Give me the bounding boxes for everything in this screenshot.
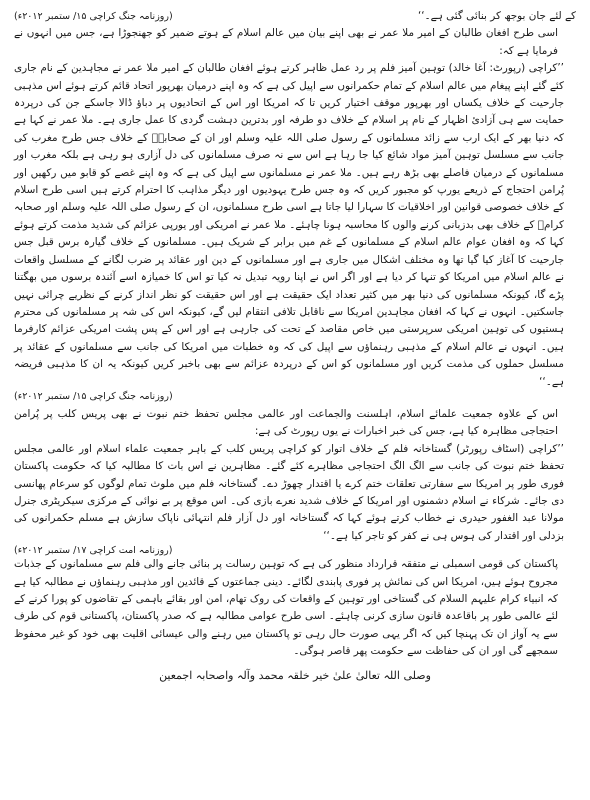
paragraph-national-assembly: پاکستان کی قومی اسمبلی نے متفقہ قرارداد منظور کی ہے کہ توہین رسالت پر بنائی جانے والی فلم سے مسلمانوں کے جذبات مجروح ہوئے ہیں، امریکا اس کی نمائش پر فوری پابندی لگائے۔ دینی جماعتوں کے قائدین اور مذہبی رہنماؤں نے مطالبہ کیا ہے کہ انبیاء کرام علیہم السلام کی گستاخی اور توہین کے واقعات کی روک تھام، امن اور بقائے باہمی کے تقاضوں کو پورا کرنے کے لئے عالمی طور پر باقاعدہ قانون سازی کرنی چاہئے۔ اسی طرح عوامی مطالبہ ہے کہ صدر پاکستان، پاکستانی قوم کی طرف سے یہ آواز ان تک پہنچا کیں کہ اگر یہی صورت حال رہی تو پاکستان میں رہنے والی عیسائی اقلیت بھی خود کو غیر محفوظ سمجھے گی اور ان کی حفاظت سے حکومت پھر قاصر ہوگی۔: [14, 558, 558, 658]
top-line: [14, 8, 576, 25]
source-line-1: [14, 391, 576, 402]
top-line-source: (روزنامہ جنگ کراچی ۱۵/ ستمبر ۲۰۱۲ء): [14, 11, 173, 22]
top-line-text: کے لئے جان بوجھ کر بنائی گئی ہے۔‘‘: [417, 10, 576, 22]
paragraph-jui-protest: اس کے علاوہ جمعیت علمائے اسلام، اہلسنت والجماعت اور عالمی مجلس تحفظ ختم نبوت نے بھی پریس کلب پر پُرامن احتجاجی مظاہرہ کیا ہے، جس کی خبر اخبارات نے یوں رپورٹ کی ہے:: [14, 407, 558, 438]
closing-benediction: وصلی اللہ تعالیٰ علیٰ خیر خلقہ محمد وآلہ واصحابہ اجمعین: [159, 668, 431, 682]
source-citation-1: (روزنامہ جنگ کراچی ۱۵/ ستمبر ۲۰۱۲ء): [14, 390, 173, 402]
source-line-2: [14, 545, 576, 556]
paragraph-intro-mullah-omar: اسی طرح افغان طالبان کے امیر ملا عمر نے بھی اپنے بیان میں عالم اسلام کے ہوتے ضمیر کو جھنجوڑا ہے، جس میں انہوں نے فرمایا ہے کہ:: [14, 27, 558, 57]
source-citation-2: (روزنامہ امت کراچی ۱۷/ ستمبر ۲۰۱۲ء): [14, 545, 173, 557]
quote-karachi-protest: ’’کراچی (اسٹاف رپورٹر) گستاخانہ فلم کے خلاف اتوار کو کراچی پریس کلب کے باہر جمعیت علماء اسلام اور عالمی مجلس تحفظ ختم نبوت کی جانب سے الگ الگ احتجاجی مظاہرے کئے گئے۔ مظاہرین نے اس بات کا مطالبہ کیا کہ حکومت پاکستان فوری طور پر امریکا سے سفارتی تعلقات ختم کرے یا اقتدار چھوڑ دے۔ گستاخانہ فلم میں ملوث تمام لوگوں کو سرعام پھانسی دی جائے۔ شرکاء نے اسلام دشمنوں اور امریکا کے خلاف شدید نعرے بازی کی۔ اس موقع پر بے نوائی کے مرکزی سیکریٹری جنرل مولانا عبد الغفور حیدری نے خطاب کرتے ہوئے کہا کہ گستاخانہ اور دل آزار فلم انتہائی ناپاک سازش ہے مسلم حکمرانوں کی بزدلی اور اقتدار کی ہوس ہی نے کفر کو تاجر کیا ہے۔‘‘: [14, 442, 564, 542]
quote-mullah-omar: ’’کراچی (رپورٹ: آغا خالد) توہین آمیز فلم پر رد عمل ظاہر کرتے ہوئے افغان طالبان کے امیر ملا عمر نے مجاہدین کے نام جاری کئے گئے اپنے پیغام میں عالم اسلام کے تمام حکمرانوں سے اپیل کی ہے کہ وہ اپنے درمیان بھرپور اتحاد قائم کرتے ہوئے اس مذہبی جارحیت کے خلاف یکساں اور بھرپور موقف اختیار کریں تا کہ امریکا اور اس کے اتحادیوں پر دباؤ ڈالا جاسکے جن کی درپردہ حمایت سے ہی آزادیٔ اظہار کے نام پر اسلام کے خلاف دو طرفہ اور بدترین دہشت گردی کا عمل جاری ہے۔ ملا عمر نے کہا ہے کہ دنیا بھر کے ایک ارب سے زائد مسلمانوں کے رسول صلی اللہ علیہ وسلم اور ان کے صحابہؓ کے خلاف جس طرح مغرب کی جانب سے مسلسل توہین آمیز مواد شائع کیا جا رہا ہے اس سے نہ صرف مسلمانوں کی دل آزاری ہو رہی ہے بلکہ مغرب اور مسلمانوں کے درمیان فاصلے بھی بڑھ رہے ہیں۔ ملا عمر نے مسلمانوں سے اپیل کی ہے کہ وہ اپنے غصے کو قابو میں رکھیں اور پُرامن احتجاج کے ذریعے یورپ کو مجبور کریں کہ وہ جس طرح یہودیوں اور دیگر مذاہب کا احترام کرتے ہیں اسی طرح اسلام کے خلاف خصوصی قوانین اور اخلاقیات کا سہارا لیا جاتا ہے اسی طرح مسلمانوں، ان کے رسول صلی اللہ علیہ وسلم اور صحابہ کرامؓ کے خلاف بھی بدزبانی کرنے والوں کا محاسبہ ہونا چاہئے۔ ملا عمر نے امریکی اور یورپی عزائم کی شدید مذمت کرتے ہوئے کہا کہ وہ افغان عوام عالم اسلام کے مسلمانوں کے غم میں برابر کے شریک ہیں۔ مسلمانوں کے خلاف گیارہ برس قبل جس جارحیت کا آغاز کیا گیا تھا وہ مختلف اشکال میں جاری ہے اور مسلمانوں کے دین اور عقائد پر ضرب لگانے کے مسلسل واقعات نے عالم اسلام میں امریکا کو تنہا کر دیا ہے اور اگر اس نے اپنا رویہ تبدیل نہ کیا تو اس کا خمیازہ اسے آئندہ برسوں میں بھگتنا پڑے گا، کیونکہ مسلمانوں کی دنیا بھر میں کثیر تعداد ایک حقیقت ہے اور اس حقیقت کو نظر انداز کرنے کے نظریے چرائی نہیں جاسکتیں۔ انہوں نے کہا کہ افغان مجاہدین امریکا سے ناقابل تلافی انتقام لیں گے، کیونکہ اس کی شہ پر مسلمانوں کی محترم ہستیوں کی توہین امریکی سرپرستی میں خاص مقاصد کے تحت کی جارہی ہے اور اس کے پس پشت امریکی عزائم کارفرما ہیں۔ انہوں نے عالم اسلام کے مذہبی رہنماؤں سے اپیل کی کہ وہ خطبات میں امریکا کی جانب سے مسلمانوں کے عقائد پر مسلسل حملوں کی مذمت کریں اور مسلمانوں کو اس کے درپردہ عزائم سے بھی باخبر کریں کیونکہ یہ ان کا مذہبی فریضہ ہے۔‘‘: [14, 62, 564, 388]
